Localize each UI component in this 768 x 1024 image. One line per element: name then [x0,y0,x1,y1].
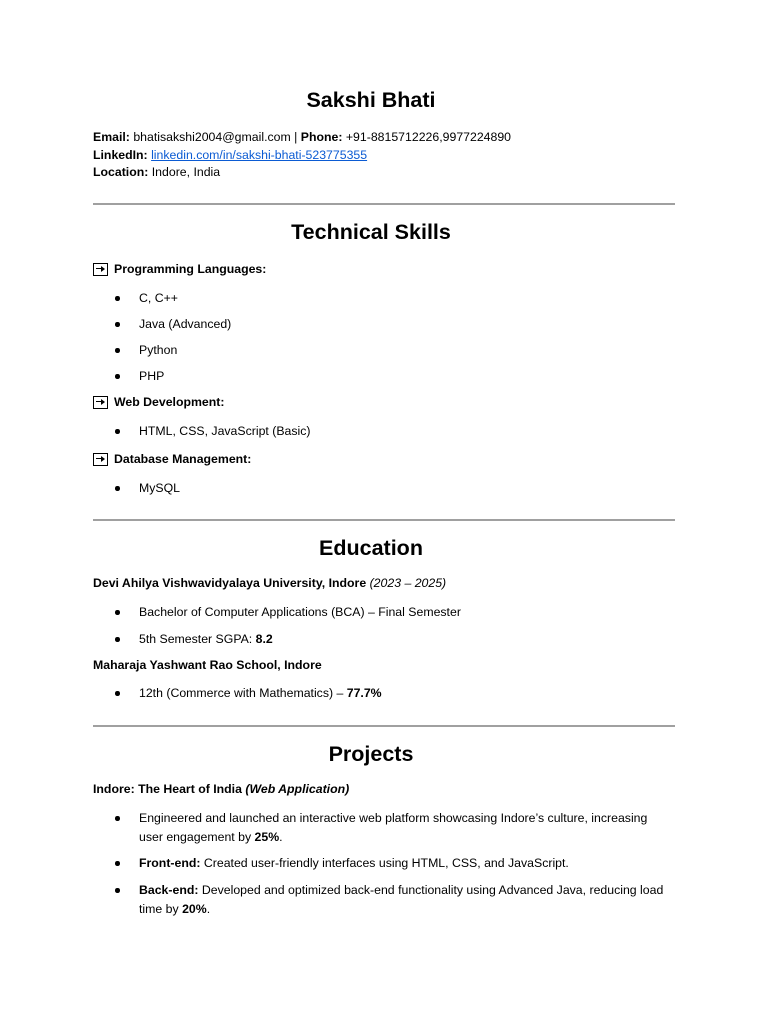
skill-category-label: Programming Languages: [114,262,267,276]
contact-line-location [93,164,511,182]
institution-name: Devi Ahilya Vishwavidyalaya University, Indore [93,576,367,590]
project-detail-text: Engineered and launched an interactive web platform showcasing Indore’s culture, increasing user engagement by [139,811,648,844]
bullet-icon [115,637,120,642]
candidate-name: Sakshi Bhati [306,88,436,112]
bullet-icon [115,610,120,615]
bullet-icon [115,374,120,379]
email-value: bhatisakshi2004@gmail.com [133,130,291,144]
project-type: (Web Application) [245,782,350,796]
contact-line-linkedin [93,147,511,165]
project-detail [139,854,569,873]
punctuation: . [279,829,283,844]
skill-item: Java (Advanced) [139,317,232,331]
skill-category-label: Database Management: [114,452,252,466]
project-detail [139,809,669,846]
engagement-value: 25% [254,829,280,844]
bullet-icon [115,691,120,696]
bullet-icon [115,296,120,301]
skill-item: MySQL [139,481,180,495]
skill-category-database [93,452,251,466]
section-divider [93,725,675,727]
grade-label: 12th (Commerce with Mathematics) – [139,686,344,700]
skill-item: C, C++ [139,291,178,305]
skill-category-programming [93,262,266,276]
education-detail [139,684,382,703]
backend-label: Back-end: [139,883,199,897]
skill-item: HTML, CSS, JavaScript (Basic) [139,424,311,438]
education-entry-school [93,658,322,672]
education-detail [139,630,273,649]
project-name: Indore: The Heart of India [93,782,242,796]
bullet-icon [115,486,120,491]
bullet-icon [115,322,120,327]
skill-item: PHP [139,369,165,383]
linkedin-label: LinkedIn: [93,147,148,162]
skill-category-web [93,395,224,409]
skill-category-label: Web Development: [114,395,225,409]
education-years: (2023 – 2025) [369,576,447,590]
phone-value: +91-8815712226,9977224890 [345,130,512,144]
sgpa-label: 5th Semester SGPA: [139,632,253,646]
bullet-icon [115,348,120,353]
contact-separator: | [294,130,298,144]
education-heading: Education [319,536,423,560]
arrow-box-icon [93,396,108,409]
projects-heading: Projects [328,742,414,766]
location-label: Location: [93,165,149,179]
skill-item: Python [139,343,178,357]
location-value: Indore, India [151,165,221,179]
skills-heading: Technical Skills [291,220,451,244]
project-detail [139,881,669,918]
grade-value: 77.7% [346,686,382,700]
project-entry [93,782,349,796]
section-divider [93,519,675,521]
bullet-icon [115,816,120,821]
section-divider [93,203,675,205]
frontend-label: Front-end: [139,856,201,870]
sgpa-value: 8.2 [255,632,273,646]
bullet-icon [115,429,120,434]
project-detail-text: Developed and optimized back-end functionality using Advanced Java, reducing load time by [139,883,664,916]
arrow-box-icon [93,453,108,466]
contact-line-email-phone [93,129,511,147]
institution-name: Maharaja Yashwant Rao School, Indore [93,658,322,672]
project-detail-text: Created user-friendly interfaces using HTML, CSS, and JavaScript. [203,856,569,870]
arrow-box-icon [93,263,108,276]
email-label: Email: [93,130,130,144]
punctuation: . [206,901,211,916]
contact-block [93,129,511,182]
education-detail: Bachelor of Computer Applications (BCA) – Final Semester [139,605,461,619]
education-entry-university [93,576,446,590]
bullet-icon [115,861,120,866]
bullet-icon [115,888,120,893]
phone-label: Phone: [300,130,343,144]
load-time-value: 20% [182,901,207,916]
linkedin-link[interactable]: linkedin.com/in/sakshi-bhati-523775355 [151,147,368,162]
